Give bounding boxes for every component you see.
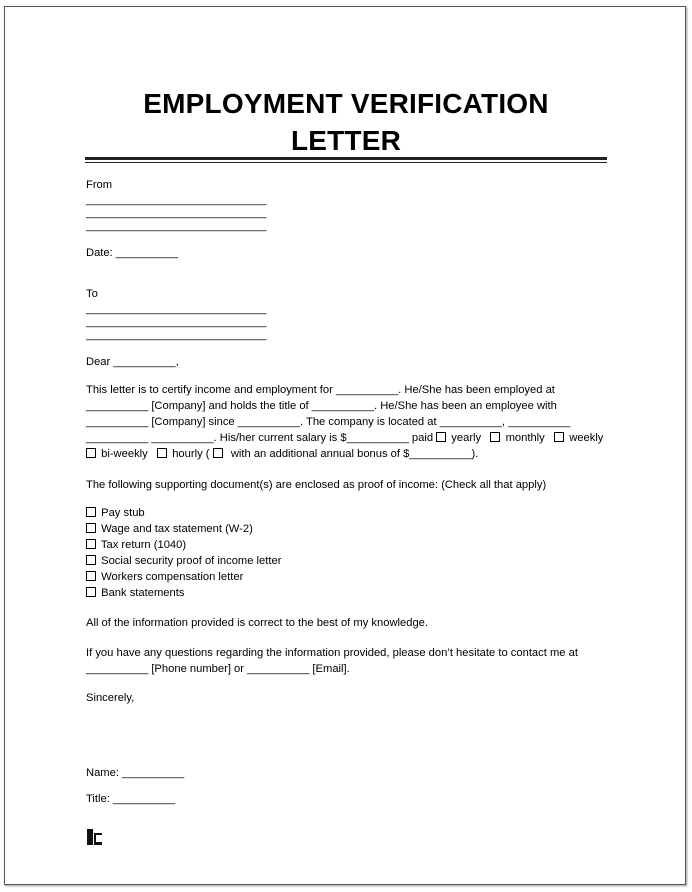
documents-intro: The following supporting document(s) are enclosed as proof of income: (Check all that apply) <box>86 479 547 491</box>
contact-line-1: If you have any questions regarding the information provided, please don’t hesitate to contact me at <box>86 647 578 659</box>
doc-label: Bank statements <box>101 587 185 599</box>
monthly-checkbox[interactable] <box>490 432 500 442</box>
doc-checkbox[interactable] <box>86 507 96 517</box>
hourly-label: hourly ( <box>172 448 210 460</box>
from-line-2: _____________________________ <box>86 207 267 219</box>
doc-checkbox[interactable] <box>86 571 96 581</box>
doc-label: Tax return (1040) <box>100 539 187 551</box>
brand-logo-icon <box>87 829 102 845</box>
doc-label: Pay stub <box>101 507 145 519</box>
body-line-5 <box>86 447 478 461</box>
body-line-4 <box>86 431 603 445</box>
doc-item <box>86 522 253 536</box>
contact-line-2: __________ [Phone number] or __________ [Email]. <box>86 663 350 675</box>
doc-label: Wage and tax statement (W-2) <box>101 523 253 535</box>
from-line-1: _____________________________ <box>86 194 267 206</box>
doc-item <box>86 554 281 568</box>
salary-text: __________ __________. His/her current salary is $__________ paid <box>86 432 437 444</box>
closing: Sincerely, <box>86 692 135 704</box>
title-line-1: EMPLOYMENT VERIFICATION <box>143 88 549 119</box>
monthly-label: monthly <box>505 432 545 444</box>
doc-item <box>86 586 184 600</box>
biweekly-label: bi-weekly <box>101 448 148 460</box>
to-line-1: _____________________________ <box>86 303 267 315</box>
body-line-2: __________ [Company] and holds the title of __________. He/She has been an employee with <box>86 400 557 412</box>
from-line-3: _____________________________ <box>86 220 267 232</box>
correctness-statement: All of the information provided is correct to the best of my knowledge. <box>86 617 429 629</box>
biweekly-checkbox[interactable] <box>86 448 96 458</box>
weekly-label: weekly <box>569 432 604 444</box>
doc-checkbox[interactable] <box>86 539 96 549</box>
doc-label: Social security proof of income letter <box>101 555 282 567</box>
yearly-label: yearly <box>451 432 482 444</box>
title-rule-thick <box>85 157 607 160</box>
bonus-text: with an additional annual bonus of $__________). <box>230 448 479 460</box>
title-field: Title: __________ <box>86 793 176 805</box>
to-line-3: _____________________________ <box>86 329 267 341</box>
weekly-checkbox[interactable] <box>554 432 564 442</box>
title-line-2: LETTER <box>290 125 402 156</box>
doc-checkbox[interactable] <box>86 587 96 597</box>
body-line-1: This letter is to certify income and employment for __________. He/She has been employed at <box>86 384 555 396</box>
date-field: Date: __________ <box>86 247 179 259</box>
doc-label: Workers compensation letter <box>101 571 244 583</box>
hourly-checkbox[interactable] <box>157 448 167 458</box>
body-line-3: __________ [Company] since __________. The company is located at __________, __________ <box>86 416 571 428</box>
doc-checkbox[interactable] <box>86 555 96 565</box>
bonus-checkbox[interactable] <box>213 448 223 458</box>
from-label: From <box>86 179 113 191</box>
doc-item <box>86 506 145 520</box>
doc-item <box>86 570 243 584</box>
salutation: Dear __________, <box>86 356 179 368</box>
name-field: Name: __________ <box>86 767 185 779</box>
to-line-2: _____________________________ <box>86 316 267 328</box>
title-rule-thin <box>85 162 607 163</box>
yearly-checkbox[interactable] <box>436 432 446 442</box>
doc-checkbox[interactable] <box>86 523 96 533</box>
to-label: To <box>86 288 98 300</box>
doc-item <box>86 538 186 552</box>
